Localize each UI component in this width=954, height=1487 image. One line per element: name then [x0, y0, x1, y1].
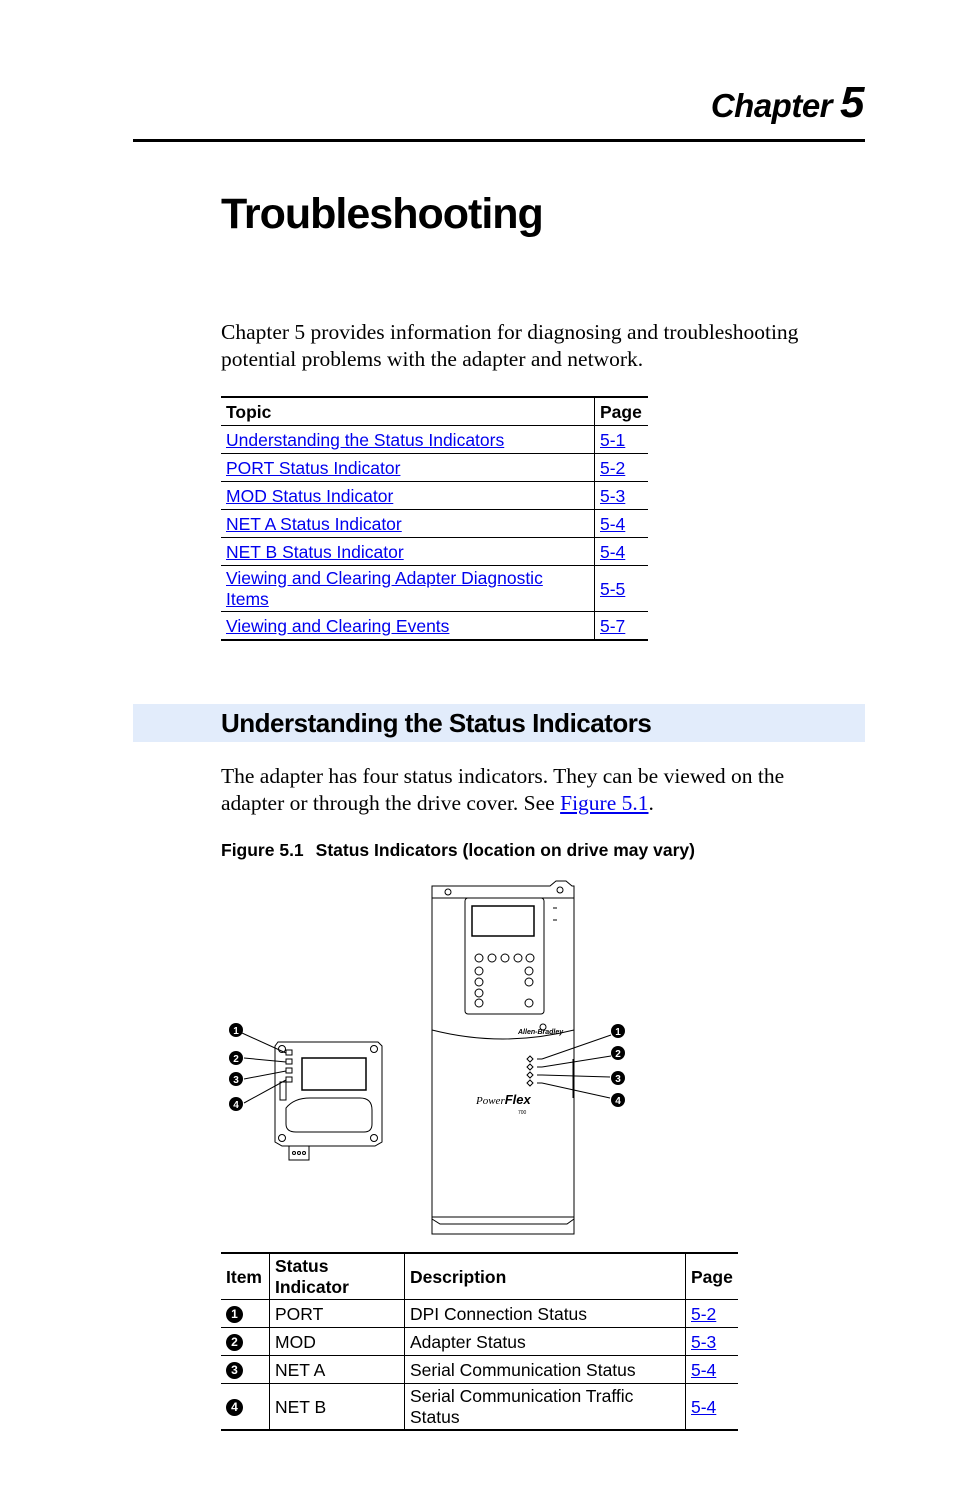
page-column-header: Page	[686, 1253, 739, 1300]
section-paragraph	[221, 763, 831, 817]
status-indicators-figure	[200, 876, 660, 1242]
topic-link[interactable]: Viewing and Clearing Adapter Diagnostic Items	[226, 568, 543, 609]
chapter-word: Chapter	[710, 87, 833, 124]
intro-paragraph: Chapter 5 provides information for diagnosing and troubleshooting potential problems with the adapter and network.	[221, 320, 799, 371]
callout-number: 1	[615, 1027, 621, 1038]
callout-number: 2	[233, 1054, 239, 1065]
status-indicator-table	[221, 1252, 738, 1431]
chapter-number: 5	[840, 78, 864, 127]
table-row	[221, 1328, 738, 1356]
section-heading: Understanding the Status Indicators	[221, 708, 652, 738]
topics-table-header	[221, 397, 648, 426]
page-link[interactable]: 5-5	[600, 578, 626, 599]
item-badge: 3	[226, 1362, 243, 1379]
table-row	[221, 482, 648, 510]
table-row	[221, 538, 648, 566]
page-link[interactable]: 5-4	[691, 1396, 717, 1417]
indicator-cell: PORT	[270, 1300, 405, 1328]
description-cell: Adapter Status	[405, 1328, 686, 1356]
item-badge: 1	[226, 1306, 243, 1323]
figure-link[interactable]: Figure 5.1	[560, 791, 649, 815]
callout-number: 4	[233, 1100, 239, 1111]
table-row	[221, 566, 648, 612]
page-link[interactable]: 5-3	[691, 1331, 717, 1352]
items-table-header	[221, 1253, 738, 1300]
indicator-cell: MOD	[270, 1328, 405, 1356]
topic-link[interactable]: PORT Status Indicator	[226, 457, 401, 478]
callout-number: 1	[233, 1026, 239, 1037]
figure-caption-text: Status Indicators (location on drive may vary)	[315, 840, 695, 860]
page-link[interactable]: 5-4	[600, 513, 626, 534]
indicator-cell: NET B	[270, 1384, 405, 1431]
table-row	[221, 510, 648, 538]
product-name	[475, 1092, 532, 1107]
callout-number: 4	[615, 1096, 621, 1107]
product-suffix: Flex	[504, 1092, 531, 1107]
page-link[interactable]: 5-4	[691, 1359, 717, 1380]
chapter-rule	[133, 139, 865, 142]
callout-number: 2	[615, 1049, 621, 1060]
topic-link[interactable]: NET A Status Indicator	[226, 513, 402, 534]
page-link[interactable]: 5-2	[600, 457, 626, 478]
drive-leader-lines	[542, 1035, 611, 1098]
callout-number: 3	[233, 1075, 239, 1086]
item-column-header: Item	[221, 1253, 270, 1300]
section-paragraph-end: .	[648, 791, 654, 815]
description-cell: Serial Communication Traffic Status	[405, 1384, 686, 1431]
item-badge: 2	[226, 1334, 243, 1351]
callout-number: 3	[615, 1074, 621, 1085]
page-title: Troubleshooting	[221, 190, 543, 238]
topics-table	[221, 396, 648, 641]
page-link[interactable]: 5-7	[600, 615, 626, 636]
adapter-callouts	[229, 1023, 243, 1111]
drive-callouts	[611, 1024, 625, 1107]
description-column-header: Description	[405, 1253, 686, 1300]
powerflex-drive-drawing	[432, 881, 574, 1234]
figure-number: Figure 5.1	[221, 840, 304, 860]
page-column-header: Page	[595, 397, 649, 426]
figure-caption	[221, 840, 695, 861]
description-cell: DPI Connection Status	[405, 1300, 686, 1328]
brand-text: Allen-Bradley	[518, 1029, 564, 1036]
topic-link[interactable]: Viewing and Clearing Events	[226, 615, 450, 636]
table-row	[221, 454, 648, 482]
indicator-cell: NET A	[270, 1356, 405, 1384]
topic-column-header: Topic	[221, 397, 595, 426]
chapter-label	[711, 78, 864, 128]
adapter-module-drawing	[275, 1042, 382, 1160]
table-row	[221, 1356, 738, 1384]
product-prefix: Power	[476, 1095, 505, 1107]
topic-link[interactable]: MOD Status Indicator	[226, 485, 394, 506]
page-link[interactable]: 5-1	[600, 429, 626, 450]
topic-link[interactable]: Understanding the Status Indicators	[226, 429, 505, 450]
page-link[interactable]: 5-4	[600, 541, 626, 562]
table-row	[221, 1384, 738, 1431]
page-link[interactable]: 5-3	[600, 485, 626, 506]
item-badge: 4	[226, 1399, 243, 1416]
table-row	[221, 426, 648, 454]
page-link[interactable]: 5-2	[691, 1303, 717, 1324]
topic-link[interactable]: NET B Status Indicator	[226, 541, 404, 562]
product-model: 700	[518, 1110, 527, 1116]
table-row	[221, 1300, 738, 1328]
section-paragraph-text: The adapter has four status indicators. They can be viewed on the adapter or through the drive cover. See	[221, 764, 785, 815]
adapter-leader-lines	[242, 1033, 286, 1103]
description-cell: Serial Communication Status	[405, 1356, 686, 1384]
table-row	[221, 612, 648, 641]
indicator-column-header: Status Indicator	[270, 1253, 405, 1300]
